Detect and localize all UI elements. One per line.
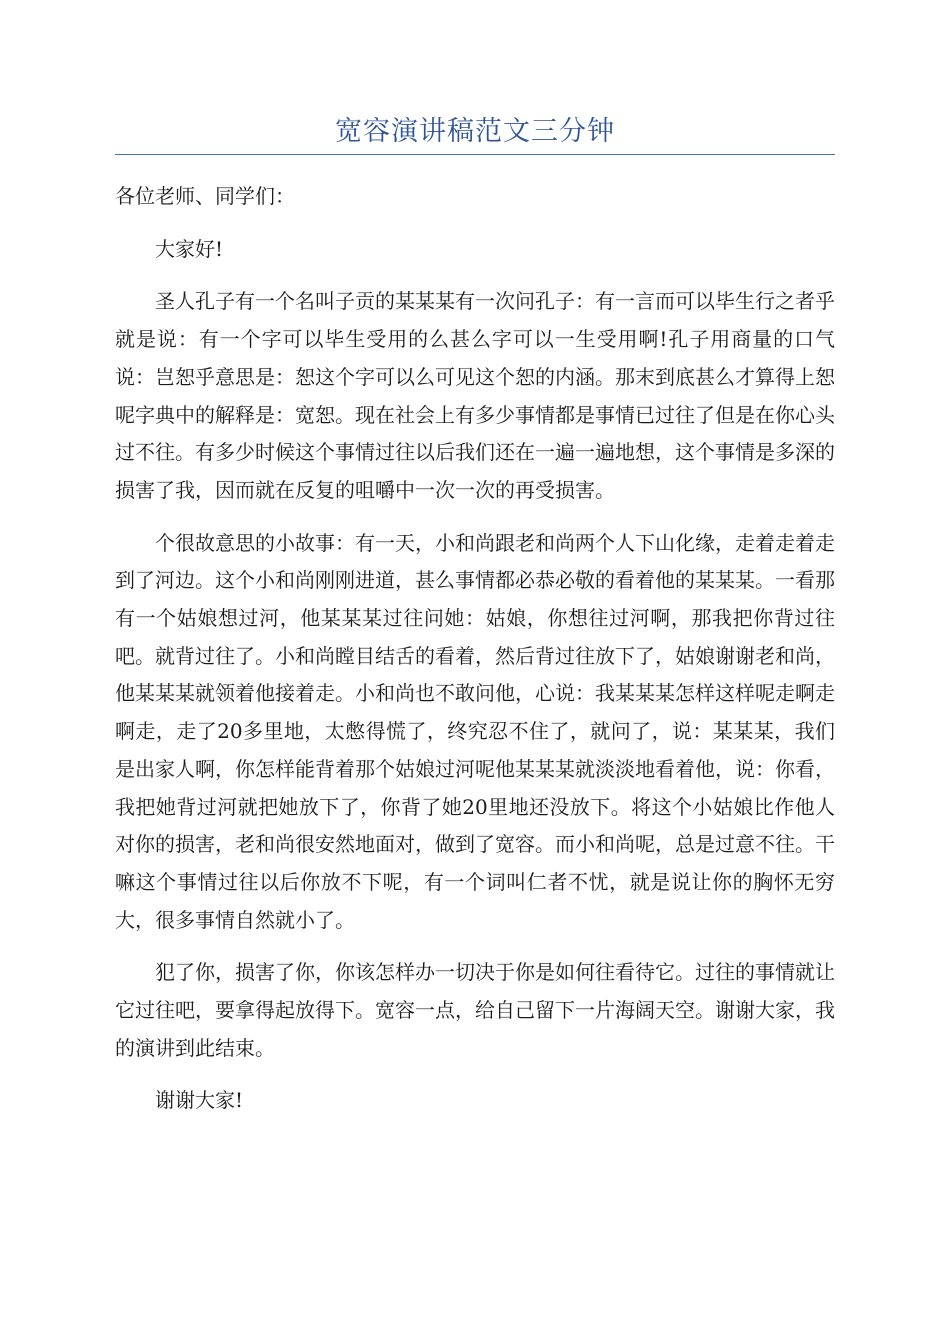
paragraph-monk-story: 个很故意思的小故事：有一天，小和尚跟老和尚两个人下山化缘，走着走着走到了河边。这个小和尚刚刚进道，甚么事情都必恭必敬的看着他的某某某。一看那有一个姑娘想过河，他某某某过往问她：姑娘，你想往过河啊，那我把你背过往吧。就背过往了。小和尚瞠目结舌的看着，然后背过往放下了，姑娘谢谢老和尚，他某某某就领着他接着走。小和尚也不敢问他，心说：我某某某怎样这样呢走啊走啊走，走了20多里地，太憋得慌了，终究忍不住了，就问了，说：某某某，我们是出家人啊，你怎样能背着那个姑娘过河呢他某某某就淡淡地看着他，说：你看，我把她背过河就把她放下了，你背了她20里地还没放下。将这个小姑娘比作他人对你的损害，老和尚很安然地面对，做到了宽容。而小和尚呢，总是过意不往。干嘛这个事情过往以后你放不下呢，有一个词叫仁者不忧，就是说让你的胸怀无穷大，很多事情自然就小了。 [115, 530, 835, 932]
document-title: 宽容演讲稿范文三分钟 [335, 116, 615, 147]
title-underline [115, 154, 835, 155]
document-body [115, 178, 835, 1135]
paragraph-conclusion: 犯了你，损害了你，你该怎样办一切决于你是如何往看待它。过往的事情就让它过往吧，要拿得起放得下。宽容一点，给自己留下一片海阔天空。谢谢大家，我的演讲到此结束。 [115, 960, 835, 1060]
greeting: 大家好! [155, 236, 224, 261]
closing: 谢谢大家! [155, 1088, 244, 1113]
salutation: 各位老师、同学们： [115, 184, 295, 208]
paragraph-confucius: 圣人孔子有一个名叫子贡的某某某有一次问孔子：有一言而可以毕生行之者乎就是说：有一个字可以毕生受用的么甚么字可以一生受用啊!孔子用商量的口气说：岂恕乎意思是：恕这个字可以么可见这个恕的内涵。那末到底甚么才算得上恕呢字典中的解释是：宽恕。现在社会上有多少事情都是事情已过往了但是在你心头过不往。有多少时候这个事情过往以后我们还在一遍一遍地想，这个事情是多深的损害了我，因而就在反复的咀嚼中一次一次的再受损害。 [115, 289, 835, 502]
